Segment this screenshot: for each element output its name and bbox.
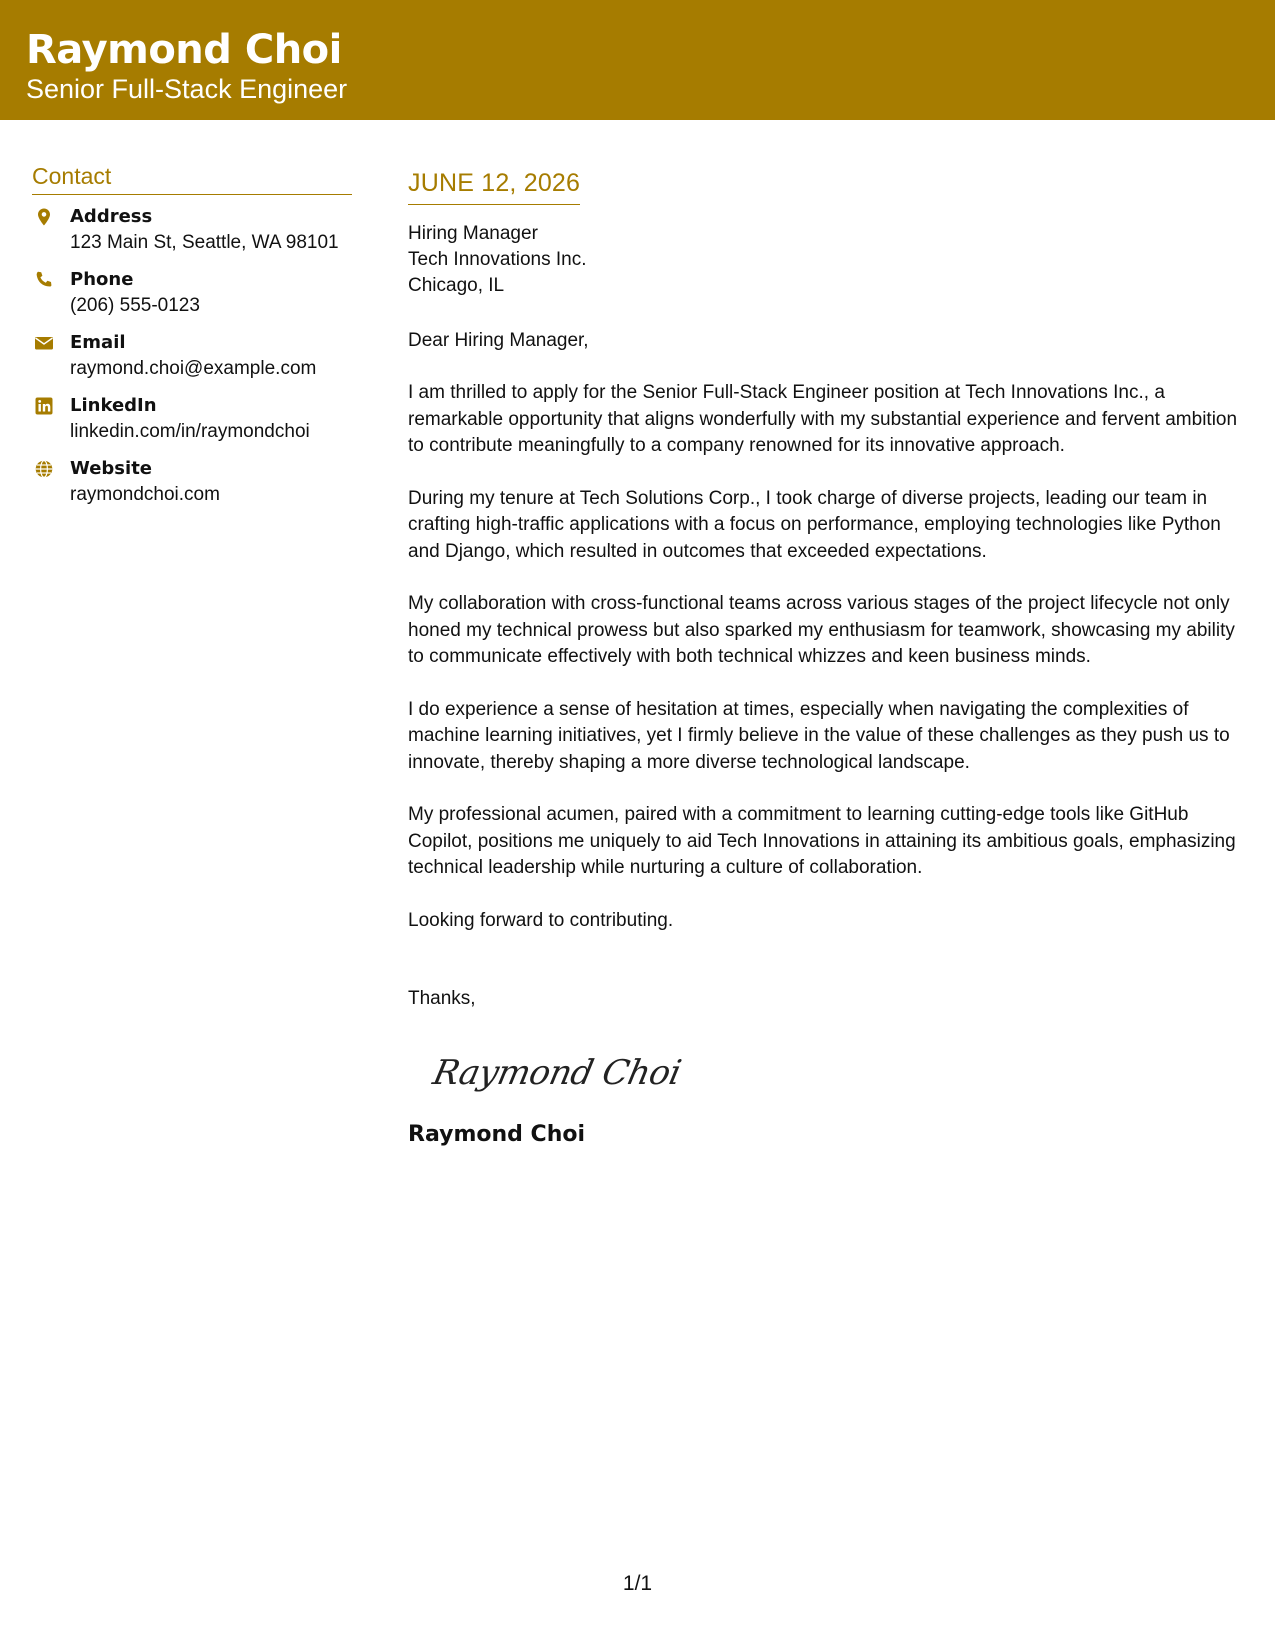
contact-label: Website [70,458,153,479]
contact-item-phone [32,270,352,333]
globe-icon [34,459,54,479]
linkedin-icon [34,396,54,416]
applicant-role: Senior Full-Stack Engineer [26,74,348,104]
address-value: 123 Main St, Seattle, WA 98101 [70,232,339,253]
header-banner [0,0,1275,120]
paragraph: During my tenure at Tech Solutions Corp., I took charge of diverse projects, leading our team in crafting high-traffic applications with a focus on performance, employing technologies like Python and Django, which resulted in outcomes that exceeded expectations. [408,487,1221,562]
letter-date: JUNE 12, 2026 [408,166,580,205]
website-value[interactable]: raymondchoi.com [70,484,220,505]
contact-label: Address [70,206,153,227]
recipient-line: Tech Innovations Inc. [408,249,587,270]
paragraph: My collaboration with cross-functional teams across various stages of the project lifecycle not only honed my technical prowess but also sparked my enthusiasm for teamwork, showcasing my ability to communicate effectively with both technical whizzes and keen business minds. [408,593,1235,667]
closing-line: Looking forward to contributing. [408,909,674,931]
paragraph: I do experience a sense of hesitation at times, especially when navigating the complexities of machine learning initiatives, yet I firmly believe in the value of these challenges as they push us to innovate, thereby shaping a more diverse technological landscape. [408,698,1230,773]
envelope-icon [34,333,54,353]
contact-label: LinkedIn [70,395,157,416]
paragraph: My professional acumen, paired with a commitment to learning cutting-edge tools like GitHub Copilot, positions me uniquely to aid Tech Innovations in attaining its ambitious goals, emphasizing technical leadership while nurturing a culture of collaboration. [408,804,1236,878]
contact-sidebar [32,160,352,522]
linkedin-value[interactable]: linkedin.com/in/raymondchoi [70,421,310,442]
contact-item-website [32,459,352,522]
contact-item-email [32,333,352,396]
map-pin-icon [34,207,54,227]
contact-label: Email [70,332,126,353]
recipient-line: Hiring Manager [408,223,538,244]
page-number: 1/1 [622,1572,653,1595]
applicant-name: Raymond Choi [26,27,342,73]
recipient-block [408,221,1243,299]
contact-label: Phone [70,269,134,290]
salutation: Dear Hiring Manager, [408,330,589,351]
contact-section-title: Contact [32,160,352,195]
phone-icon [34,270,54,290]
letter-body [408,166,1243,1150]
contact-item-linkedin [32,396,352,459]
contact-list [32,207,352,522]
email-value[interactable]: raymond.choi@example.com [70,358,317,379]
contact-item-address [32,207,352,270]
recipient-line: Chicago, IL [408,275,505,296]
signed-name: Raymond Choi [408,1121,586,1147]
sign-off: Thanks, [408,987,476,1009]
phone-value: (206) 555-0123 [70,295,200,316]
handwritten-signature: Raymond Choi [429,1052,685,1093]
paragraph: I am thrilled to apply for the Senior Full-Stack Engineer position at Tech Innovations Inc., a remarkable opportunity that aligns wonderfully with my substantial experience and fervent ambition to contribute meaningfully to a company renowned for its innovative approach. [408,382,1238,456]
